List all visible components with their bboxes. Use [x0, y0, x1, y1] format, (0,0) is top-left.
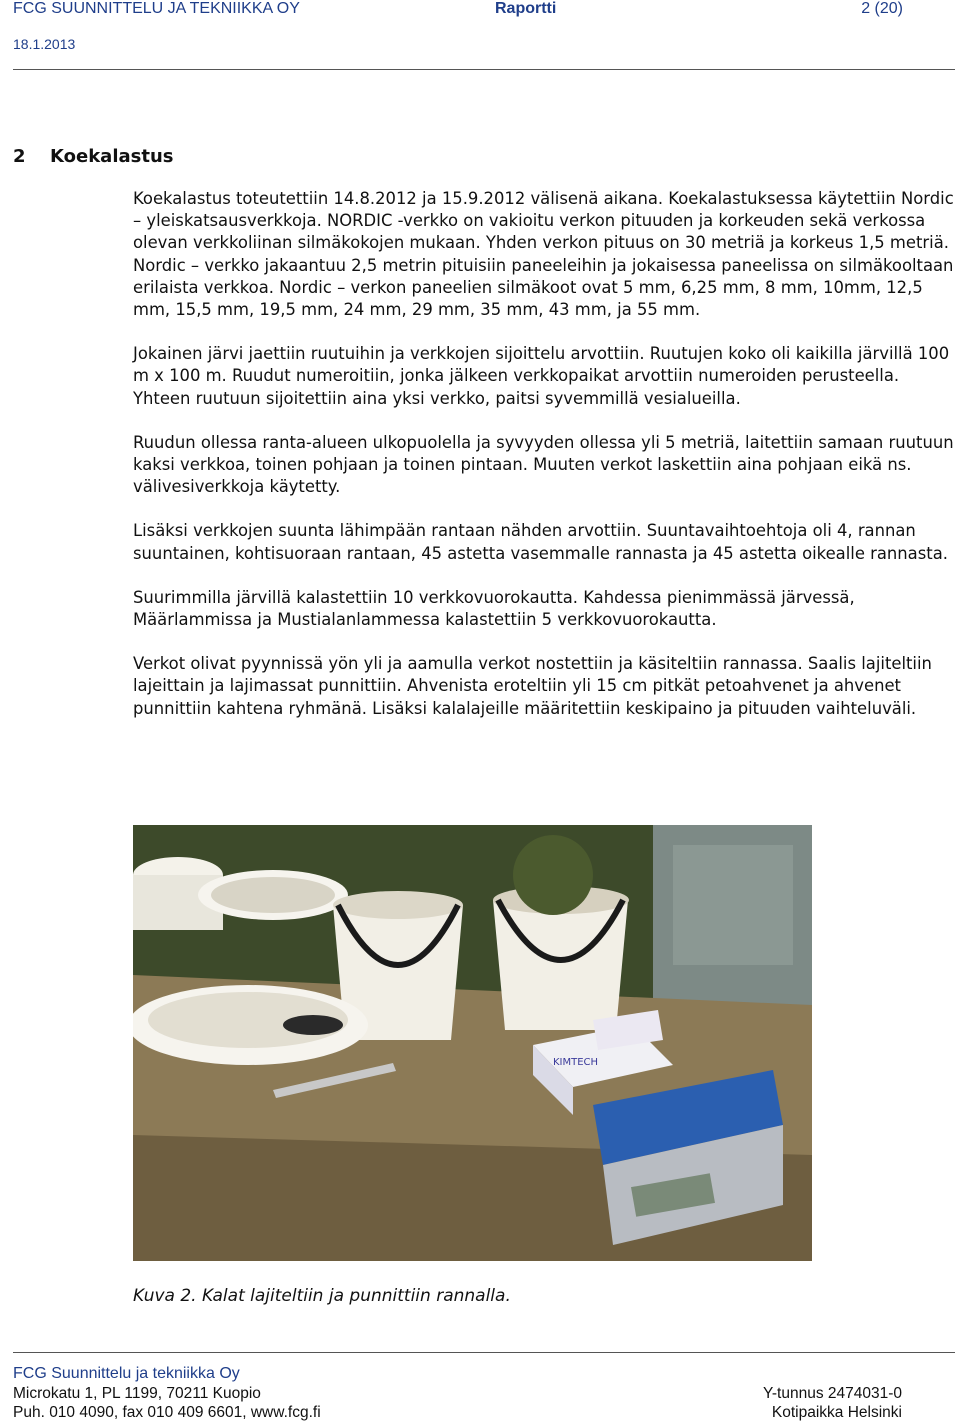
section-title: Koekalastus: [50, 146, 174, 167]
header-rule: [13, 69, 955, 70]
footer-rule: [13, 1352, 955, 1353]
fish: [283, 1015, 343, 1035]
header-page-number: 2 (20): [861, 0, 903, 17]
bucket-left-rim: [333, 891, 463, 919]
paragraph-6: Verkot olivat pyynnissä yön yli ja aamulla verkot nostettiin ja käsiteltiin rannassa. Saalis lajiteltiin lajeittain ja lajimassat punnittiin. Ahvenista eroteltiin yli 15 cm pitkät petoahvenet ja ahvenet punnittiin kahtena ryhmänä. Lisäksi kalalajeille määritettiin keskipaino ja pituuden vaihteluväli.: [133, 654, 932, 718]
header-company: FCG SUUNNITTELU JA TEKNIIKKA OY: [13, 0, 300, 17]
paragraph-5: Suurimmilla järvillä kalastettiin 10 verkkovuorokautta. Kahdessa pienimmässä järvessä, Määrlammissa ja Mustialanlammessa kalastettiin 5 verkkovuorokautta.: [133, 587, 855, 630]
paragraph-4: Lisäksi verkkojen suunta lähimpään rantaan nähden arvottiin. Suuntavaihtoehtoja oli 4, rannan suuntainen, kohtisuoraan rantaan, 45 astetta vasemmalle rannasta ja 45 astetta oikealle rannasta.: [133, 521, 948, 563]
section-heading: [13, 146, 174, 167]
paragraph-2: Jokainen järvi jaettiin ruutuihin ja verkkojen sijoittelu arvottiin. Ruutujen koko oli kaikilla järvillä 100 m x 100 m. Ruudut numeroitiin, jonka jälkeen verkkopaikat arvottiin numeroiden perusteella. Yhteen ruutuun sijoitettiin aina yksi verkko, paitsi syvemmillä vesialueilla.: [133, 344, 950, 408]
footer-business-id: Y-tunnus 2474031-0: [762, 1385, 902, 1402]
plant: [513, 835, 593, 915]
figure-caption: Kuva 2. Kalat lajiteltiin ja punnittiin rannalla.: [133, 1286, 511, 1306]
body-text: [133, 188, 955, 742]
footer-contact: Puh. 010 4090, fax 010 409 6601, www.fcg.fi: [13, 1404, 321, 1421]
footer-address: Microkatu 1, PL 1199, 70211 Kuopio: [13, 1385, 261, 1402]
footer-domicile: Kotipaikka Helsinki: [771, 1404, 902, 1421]
glove-box-label: KIMTECH: [553, 1057, 599, 1068]
paragraph-1: Koekalastus toteutettiin 14.8.2012 ja 15.9.2012 välisenä aikana. Koekalastuksessa käytettiin Nordic – yleiskatsausverkkoja. NORDIC -verkko on vakioitu verkon pituuden ja korkeuden sekä verkossa olevan verkkoliinan silmäkokojen mukaan. Yhden verkon pituus on 30 metriä ja korkeus 1,5 metriä. Nordic – verkko jakaantuu 2,5 metrin pituisiin paneeleihin ja jokaisessa paneelissa on silmäkooltaan erilaista verkkoa. Nordic – verkon paneelien silmäkoot ovat 5 mm, 6,25 mm, 8 mm, 10mm, 12,5 mm, 15,5 mm, 19,5 mm, 24 mm, 29 mm, 35 mm, 43 mm, ja 55 mm.: [133, 189, 954, 320]
basin-stones-inner: [211, 877, 335, 913]
header-doc-type: Raportti: [495, 0, 557, 17]
header-date: 18.1.2013: [13, 36, 76, 52]
footer-company: FCG Suunnittelu ja tekniikka Oy: [13, 1365, 240, 1382]
paragraph-3: Ruudun ollessa ranta-alueen ulkopuolella ja syvyyden ollessa yli 5 metriä, laitettiin samaan ruutuun kaksi verkkoa, toinen pohjaan ja toinen pintaan. Muuten verkot laskettiin aina pohjaan eikä ns. välivesiverkkoja käytetty.: [133, 432, 954, 497]
figure-photo: [133, 825, 812, 1261]
photo-illustration: [133, 825, 812, 1261]
page-header: [13, 0, 903, 66]
section-number: 2: [13, 146, 26, 167]
bucket-right: [493, 900, 628, 1030]
photo-water-highlight: [673, 845, 793, 965]
